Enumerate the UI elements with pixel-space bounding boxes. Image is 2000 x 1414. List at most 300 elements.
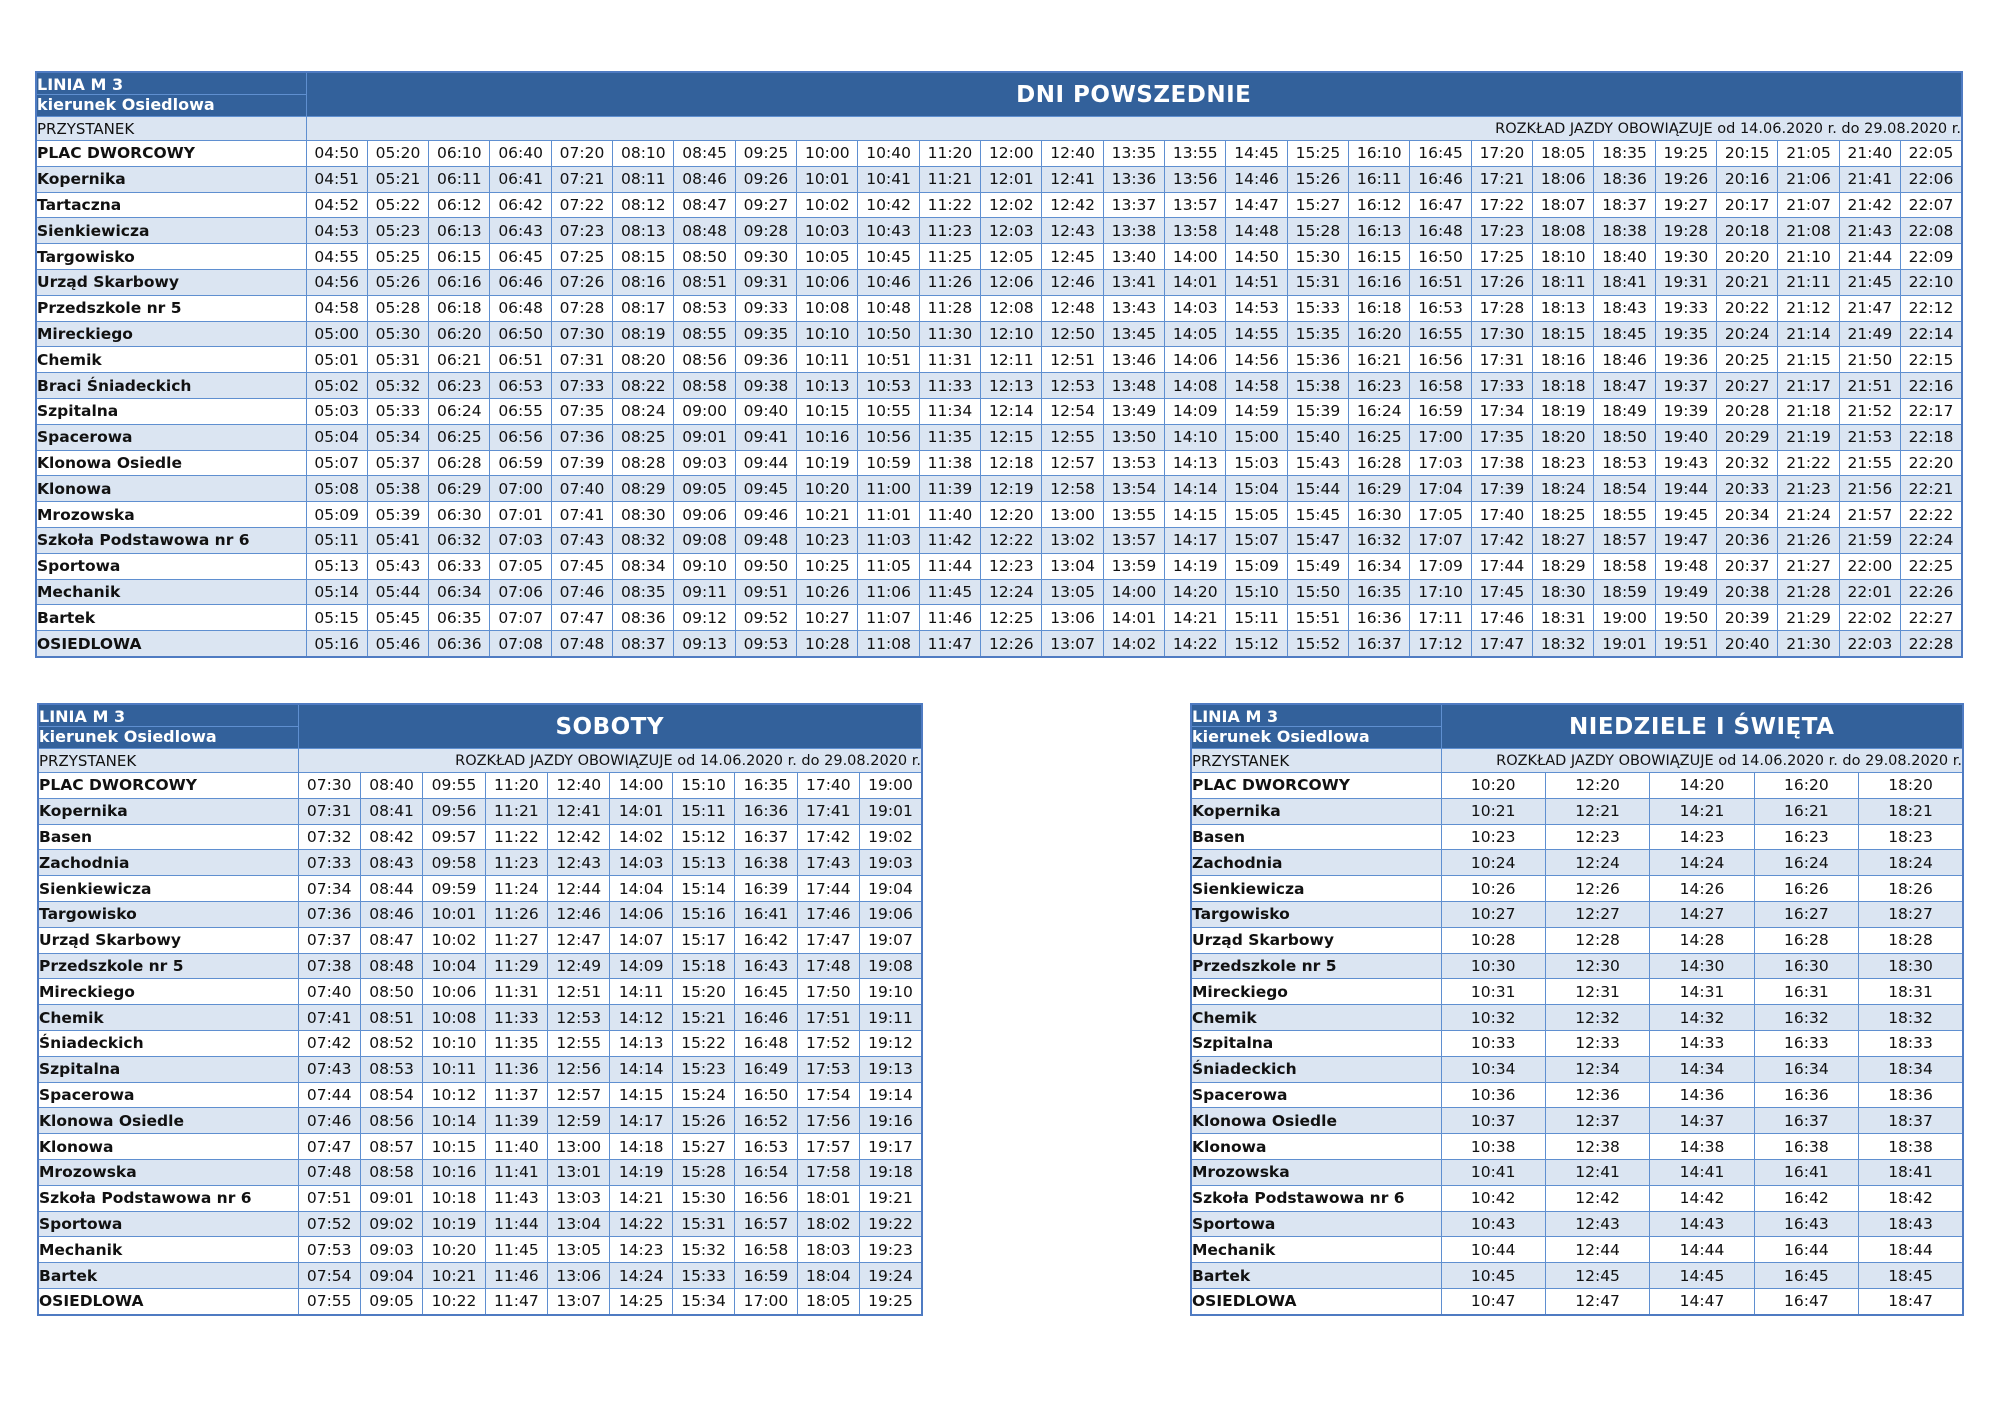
table-row <box>36 192 1962 218</box>
departure-time: 12:48 <box>1042 295 1103 321</box>
departure-time: 10:06 <box>423 979 485 1005</box>
departure-time: 10:11 <box>797 347 858 373</box>
departure-time: 11:37 <box>485 1082 547 1108</box>
table-row <box>38 1108 922 1134</box>
departure-time: 14:38 <box>1650 1134 1754 1160</box>
departure-time: 08:29 <box>613 476 674 502</box>
departure-time: 13:02 <box>1042 527 1103 553</box>
departure-time: 09:11 <box>674 579 735 605</box>
departure-time: 16:36 <box>1754 1082 1858 1108</box>
departure-time: 10:08 <box>797 295 858 321</box>
header-row <box>1191 704 1963 727</box>
departure-time: 16:54 <box>735 1159 797 1185</box>
departure-time: 10:45 <box>1441 1263 1545 1289</box>
departure-time: 16:57 <box>735 1211 797 1237</box>
departure-time: 06:34 <box>429 579 490 605</box>
departure-time: 11:46 <box>485 1263 547 1289</box>
departure-time: 17:04 <box>1410 476 1471 502</box>
departure-time: 09:46 <box>735 502 796 528</box>
departure-time: 09:30 <box>735 244 796 270</box>
departure-time: 14:00 <box>610 773 672 799</box>
departure-time: 18:49 <box>1594 398 1655 424</box>
departure-time: 16:56 <box>735 1185 797 1211</box>
departure-time: 10:04 <box>423 953 485 979</box>
departure-time: 19:44 <box>1655 476 1716 502</box>
departure-time: 15:38 <box>1287 373 1348 399</box>
table-row <box>1191 1288 1963 1314</box>
departure-time: 18:33 <box>1859 1030 1963 1056</box>
departure-time: 19:51 <box>1655 631 1716 657</box>
departure-time: 10:51 <box>858 347 919 373</box>
table-row <box>38 1263 922 1289</box>
departure-time: 11:20 <box>919 141 980 167</box>
departure-time: 16:48 <box>1410 218 1471 244</box>
stop-name: Śniadeckich <box>1191 1056 1441 1082</box>
departure-time: 15:12 <box>672 824 734 850</box>
departure-time: 12:47 <box>1545 1288 1649 1314</box>
departure-time: 09:53 <box>735 631 796 657</box>
departure-time: 20:29 <box>1717 424 1778 450</box>
departure-time: 16:24 <box>1754 850 1858 876</box>
departure-time: 16:47 <box>1754 1288 1858 1314</box>
table-row <box>36 553 1962 579</box>
departure-time: 20:15 <box>1717 141 1778 167</box>
departure-time: 17:45 <box>1471 579 1532 605</box>
departure-time: 16:25 <box>1349 424 1410 450</box>
departure-time: 17:43 <box>797 850 859 876</box>
departure-time: 12:21 <box>1545 798 1649 824</box>
departure-time: 13:59 <box>1103 553 1164 579</box>
departure-time: 07:42 <box>298 1030 360 1056</box>
departure-time: 08:10 <box>613 141 674 167</box>
departure-time: 10:23 <box>797 527 858 553</box>
departure-time: 09:57 <box>423 824 485 850</box>
departure-time: 13:07 <box>548 1288 610 1314</box>
departure-time: 19:18 <box>860 1159 922 1185</box>
departure-time: 15:39 <box>1287 398 1348 424</box>
departure-time: 14:26 <box>1650 876 1754 902</box>
departure-time: 19:00 <box>860 773 922 799</box>
table-row <box>1191 1108 1963 1134</box>
departure-time: 16:59 <box>735 1263 797 1289</box>
departure-time: 14:46 <box>1226 166 1287 192</box>
departure-time: 10:59 <box>858 450 919 476</box>
departure-time: 19:28 <box>1655 218 1716 244</box>
departure-time: 14:13 <box>610 1030 672 1056</box>
departure-time: 20:25 <box>1717 347 1778 373</box>
departure-time: 16:31 <box>1754 979 1858 1005</box>
departure-time: 08:25 <box>613 424 674 450</box>
departure-time: 13:38 <box>1103 218 1164 244</box>
departure-time: 08:52 <box>360 1030 422 1056</box>
departure-time: 11:35 <box>485 1030 547 1056</box>
departure-time: 18:19 <box>1533 398 1594 424</box>
departure-time: 12:55 <box>1042 424 1103 450</box>
departure-time: 12:23 <box>981 553 1042 579</box>
departure-time: 11:03 <box>858 527 919 553</box>
departure-time: 14:50 <box>1226 244 1287 270</box>
departure-time: 19:22 <box>860 1211 922 1237</box>
stop-name: Zachodnia <box>38 850 298 876</box>
departure-time: 16:37 <box>1754 1108 1858 1134</box>
departure-time: 16:50 <box>735 1082 797 1108</box>
departure-time: 12:55 <box>548 1030 610 1056</box>
departure-time: 14:24 <box>1650 850 1754 876</box>
departure-time: 15:52 <box>1287 631 1348 657</box>
departure-time: 10:46 <box>858 269 919 295</box>
validity-period: ROZKŁAD JAZDY OBOWIĄZUJE od 14.06.2020 r. do 29.08.2020 r. <box>306 117 1962 141</box>
departure-time: 21:10 <box>1778 244 1839 270</box>
departure-time: 15:27 <box>672 1134 734 1160</box>
departure-time: 08:19 <box>613 321 674 347</box>
departure-time: 07:28 <box>551 295 612 321</box>
departure-time: 07:33 <box>298 850 360 876</box>
stop-column-label: PRZYSTANEK <box>1191 749 1441 773</box>
departure-time: 14:31 <box>1650 979 1754 1005</box>
line-number: LINIA M 3 <box>38 704 298 727</box>
departure-time: 14:00 <box>1103 579 1164 605</box>
departure-time: 08:54 <box>360 1082 422 1108</box>
departure-time: 13:55 <box>1103 502 1164 528</box>
departure-time: 08:12 <box>613 192 674 218</box>
departure-time: 21:47 <box>1839 295 1900 321</box>
departure-time: 14:28 <box>1650 927 1754 953</box>
stop-name: Przedszkole nr 5 <box>38 953 298 979</box>
departure-time: 10:45 <box>858 244 919 270</box>
departure-time: 22:18 <box>1901 424 1962 450</box>
departure-time: 10:08 <box>423 1005 485 1031</box>
departure-time: 08:56 <box>360 1108 422 1134</box>
departure-time: 16:48 <box>735 1030 797 1056</box>
departure-time: 18:23 <box>1533 450 1594 476</box>
departure-time: 09:51 <box>735 579 796 605</box>
departure-time: 12:26 <box>981 631 1042 657</box>
departure-time: 09:06 <box>674 502 735 528</box>
departure-time: 11:39 <box>485 1108 547 1134</box>
departure-time: 21:19 <box>1778 424 1839 450</box>
departure-time: 11:45 <box>919 579 980 605</box>
stop-name: Kopernika <box>36 166 306 192</box>
departure-time: 21:23 <box>1778 476 1839 502</box>
stop-name: PLAC DWORCOWY <box>38 773 298 799</box>
stop-name: Szkoła Podstawowa nr 6 <box>38 1185 298 1211</box>
stop-name: Klonowa Osiedle <box>36 450 306 476</box>
departure-time: 21:18 <box>1778 398 1839 424</box>
departure-time: 22:00 <box>1839 553 1900 579</box>
departure-time: 19:16 <box>860 1108 922 1134</box>
table-row <box>1191 876 1963 902</box>
departure-time: 16:46 <box>735 1005 797 1031</box>
departure-time: 14:42 <box>1650 1185 1754 1211</box>
departure-time: 10:47 <box>1441 1288 1545 1314</box>
departure-time: 15:30 <box>672 1185 734 1211</box>
departure-time: 10:20 <box>1441 773 1545 799</box>
stop-name: Spacerowa <box>36 424 306 450</box>
departure-time: 13:00 <box>1042 502 1103 528</box>
departure-time: 06:32 <box>429 527 490 553</box>
departure-time: 08:28 <box>613 450 674 476</box>
table-row <box>36 347 1962 373</box>
departure-time: 13:53 <box>1103 450 1164 476</box>
departure-time: 16:53 <box>735 1134 797 1160</box>
departure-time: 06:23 <box>429 373 490 399</box>
departure-time: 19:27 <box>1655 192 1716 218</box>
departure-time: 05:33 <box>367 398 428 424</box>
departure-time: 19:03 <box>860 850 922 876</box>
departure-time: 07:01 <box>490 502 551 528</box>
departure-time: 10:34 <box>1441 1056 1545 1082</box>
departure-time: 06:21 <box>429 347 490 373</box>
departure-time: 12:53 <box>1042 373 1103 399</box>
departure-time: 15:24 <box>672 1082 734 1108</box>
departure-time: 07:36 <box>551 424 612 450</box>
departure-time: 14:04 <box>610 876 672 902</box>
departure-time: 20:34 <box>1717 502 1778 528</box>
table-row <box>38 824 922 850</box>
departure-time: 13:41 <box>1103 269 1164 295</box>
departure-time: 07:44 <box>298 1082 360 1108</box>
departure-time: 21:43 <box>1839 218 1900 244</box>
departure-time: 14:09 <box>1165 398 1226 424</box>
departure-time: 12:46 <box>1042 269 1103 295</box>
departure-time: 21:27 <box>1778 553 1839 579</box>
departure-time: 19:40 <box>1655 424 1716 450</box>
departure-time: 09:25 <box>735 141 796 167</box>
departure-time: 10:02 <box>797 192 858 218</box>
line-number: LINIA M 3 <box>36 72 306 95</box>
table-row <box>38 1082 922 1108</box>
departure-time: 08:53 <box>674 295 735 321</box>
stop-name: Basen <box>1191 824 1441 850</box>
stop-name: Targowisko <box>38 901 298 927</box>
departure-time: 11:23 <box>485 850 547 876</box>
departure-time: 14:01 <box>610 798 672 824</box>
departure-time: 14:34 <box>1650 1056 1754 1082</box>
departure-time: 12:54 <box>1042 398 1103 424</box>
departure-time: 06:13 <box>429 218 490 244</box>
departure-time: 18:47 <box>1594 373 1655 399</box>
departure-time: 13:04 <box>548 1211 610 1237</box>
table-row <box>36 424 1962 450</box>
departure-time: 08:46 <box>674 166 735 192</box>
departure-time: 12:02 <box>981 192 1042 218</box>
departure-time: 09:56 <box>423 798 485 824</box>
stop-name: Klonowa Osiedle <box>38 1108 298 1134</box>
stop-name: Basen <box>38 824 298 850</box>
departure-time: 12:43 <box>548 850 610 876</box>
departure-time: 16:32 <box>1349 527 1410 553</box>
departure-time: 18:31 <box>1533 605 1594 631</box>
departure-time: 08:32 <box>613 527 674 553</box>
departure-time: 05:13 <box>306 553 367 579</box>
departure-time: 11:33 <box>919 373 980 399</box>
departure-time: 21:44 <box>1839 244 1900 270</box>
departure-time: 10:43 <box>1441 1211 1545 1237</box>
departure-time: 08:35 <box>613 579 674 605</box>
departure-time: 12:34 <box>1545 1056 1649 1082</box>
departure-time: 08:36 <box>613 605 674 631</box>
departure-time: 08:13 <box>613 218 674 244</box>
departure-time: 14:02 <box>1103 631 1164 657</box>
departure-time: 10:42 <box>858 192 919 218</box>
departure-time: 08:42 <box>360 824 422 850</box>
stop-name: Mechanik <box>36 579 306 605</box>
departure-time: 05:34 <box>367 424 428 450</box>
departure-time: 08:48 <box>360 953 422 979</box>
departure-time: 12:20 <box>981 502 1042 528</box>
departure-time: 14:30 <box>1650 953 1754 979</box>
departure-time: 17:48 <box>797 953 859 979</box>
departure-time: 11:46 <box>919 605 980 631</box>
departure-time: 16:16 <box>1349 269 1410 295</box>
departure-time: 14:19 <box>610 1159 672 1185</box>
departure-time: 12:43 <box>1545 1211 1649 1237</box>
stop-name: Klonowa Osiedle <box>1191 1108 1441 1134</box>
departure-time: 09:58 <box>423 850 485 876</box>
departure-time: 15:26 <box>1287 166 1348 192</box>
departure-time: 18:38 <box>1859 1134 1963 1160</box>
departure-time: 08:50 <box>360 979 422 1005</box>
departure-time: 11:25 <box>919 244 980 270</box>
departure-time: 21:17 <box>1778 373 1839 399</box>
departure-time: 14:25 <box>610 1288 672 1314</box>
departure-time: 08:51 <box>360 1005 422 1031</box>
departure-time: 19:26 <box>1655 166 1716 192</box>
departure-time: 17:42 <box>1471 527 1532 553</box>
departure-time: 10:19 <box>797 450 858 476</box>
departure-time: 04:58 <box>306 295 367 321</box>
departure-time: 07:36 <box>298 901 360 927</box>
departure-time: 05:45 <box>367 605 428 631</box>
departure-time: 15:26 <box>672 1108 734 1134</box>
departure-time: 21:14 <box>1778 321 1839 347</box>
departure-time: 11:28 <box>919 295 980 321</box>
departure-time: 14:01 <box>1103 605 1164 631</box>
departure-time: 05:28 <box>367 295 428 321</box>
stop-name: Szpitalna <box>36 398 306 424</box>
table-row <box>36 527 1962 553</box>
departure-time: 16:18 <box>1349 295 1410 321</box>
departure-time: 15:25 <box>1287 141 1348 167</box>
departure-time: 19:02 <box>860 824 922 850</box>
departure-time: 15:33 <box>1287 295 1348 321</box>
departure-time: 14:10 <box>1165 424 1226 450</box>
table-row <box>1191 901 1963 927</box>
departure-time: 15:40 <box>1287 424 1348 450</box>
departure-time: 12:41 <box>1042 166 1103 192</box>
departure-time: 12:51 <box>548 979 610 1005</box>
departure-time: 15:49 <box>1287 553 1348 579</box>
departure-time: 15:05 <box>1226 502 1287 528</box>
departure-time: 10:03 <box>797 218 858 244</box>
departure-time: 13:07 <box>1042 631 1103 657</box>
departure-time: 08:24 <box>613 398 674 424</box>
departure-time: 15:31 <box>672 1211 734 1237</box>
departure-time: 07:46 <box>551 579 612 605</box>
table-row <box>36 166 1962 192</box>
departure-time: 07:40 <box>298 979 360 1005</box>
departure-time: 21:59 <box>1839 527 1900 553</box>
table-row <box>36 450 1962 476</box>
departure-time: 21:24 <box>1778 502 1839 528</box>
departure-time: 18:10 <box>1533 244 1594 270</box>
departure-time: 18:36 <box>1859 1082 1963 1108</box>
departure-time: 11:26 <box>919 269 980 295</box>
table-row <box>38 927 922 953</box>
departure-time: 16:21 <box>1349 347 1410 373</box>
departure-time: 05:43 <box>367 553 428 579</box>
departure-time: 16:46 <box>1410 166 1471 192</box>
departure-time: 11:40 <box>485 1134 547 1160</box>
departure-time: 18:45 <box>1859 1263 1963 1289</box>
departure-time: 18:11 <box>1533 269 1594 295</box>
departure-time: 05:04 <box>306 424 367 450</box>
departure-time: 11:06 <box>858 579 919 605</box>
departure-time: 21:55 <box>1839 450 1900 476</box>
stop-name: Targowisko <box>1191 901 1441 927</box>
departure-time: 07:43 <box>298 1056 360 1082</box>
departure-time: 20:28 <box>1717 398 1778 424</box>
departure-time: 09:01 <box>674 424 735 450</box>
departure-time: 16:27 <box>1754 901 1858 927</box>
departure-time: 14:32 <box>1650 1005 1754 1031</box>
departure-time: 17:46 <box>797 901 859 927</box>
departure-time: 12:45 <box>1545 1263 1649 1289</box>
departure-time: 17:56 <box>797 1108 859 1134</box>
departure-time: 18:16 <box>1533 347 1594 373</box>
departure-time: 09:10 <box>674 553 735 579</box>
departure-time: 22:24 <box>1901 527 1962 553</box>
departure-time: 22:07 <box>1901 192 1962 218</box>
departure-time: 07:41 <box>551 502 612 528</box>
subheader-row <box>38 749 922 773</box>
departure-time: 07:33 <box>551 373 612 399</box>
table-row <box>1191 1237 1963 1263</box>
departure-time: 07:52 <box>298 1211 360 1237</box>
departure-time: 12:38 <box>1545 1134 1649 1160</box>
departure-time: 18:06 <box>1533 166 1594 192</box>
departure-time: 21:45 <box>1839 269 1900 295</box>
departure-time: 14:20 <box>1650 773 1754 799</box>
departure-time: 18:13 <box>1533 295 1594 321</box>
departure-time: 16:51 <box>1410 269 1471 295</box>
departure-time: 22:14 <box>1901 321 1962 347</box>
stop-name: Kopernika <box>1191 798 1441 824</box>
departure-time: 04:55 <box>306 244 367 270</box>
departure-time: 05:15 <box>306 605 367 631</box>
departure-time: 19:24 <box>860 1263 922 1289</box>
table-row <box>36 269 1962 295</box>
departure-time: 18:58 <box>1594 553 1655 579</box>
departure-time: 17:25 <box>1471 244 1532 270</box>
table-row <box>36 398 1962 424</box>
departure-time: 16:29 <box>1349 476 1410 502</box>
departure-time: 15:04 <box>1226 476 1287 502</box>
departure-time: 06:18 <box>429 295 490 321</box>
departure-time: 21:06 <box>1778 166 1839 192</box>
departure-time: 15:16 <box>672 901 734 927</box>
departure-time: 06:40 <box>490 141 551 167</box>
departure-time: 14:45 <box>1226 141 1287 167</box>
departure-time: 12:58 <box>1042 476 1103 502</box>
stop-name: Bartek <box>36 605 306 631</box>
stop-name: Sienkiewicza <box>1191 876 1441 902</box>
departure-time: 09:05 <box>674 476 735 502</box>
departure-time: 13:03 <box>548 1185 610 1211</box>
departure-time: 10:56 <box>858 424 919 450</box>
stop-name: Bartek <box>1191 1263 1441 1289</box>
departure-time: 04:51 <box>306 166 367 192</box>
